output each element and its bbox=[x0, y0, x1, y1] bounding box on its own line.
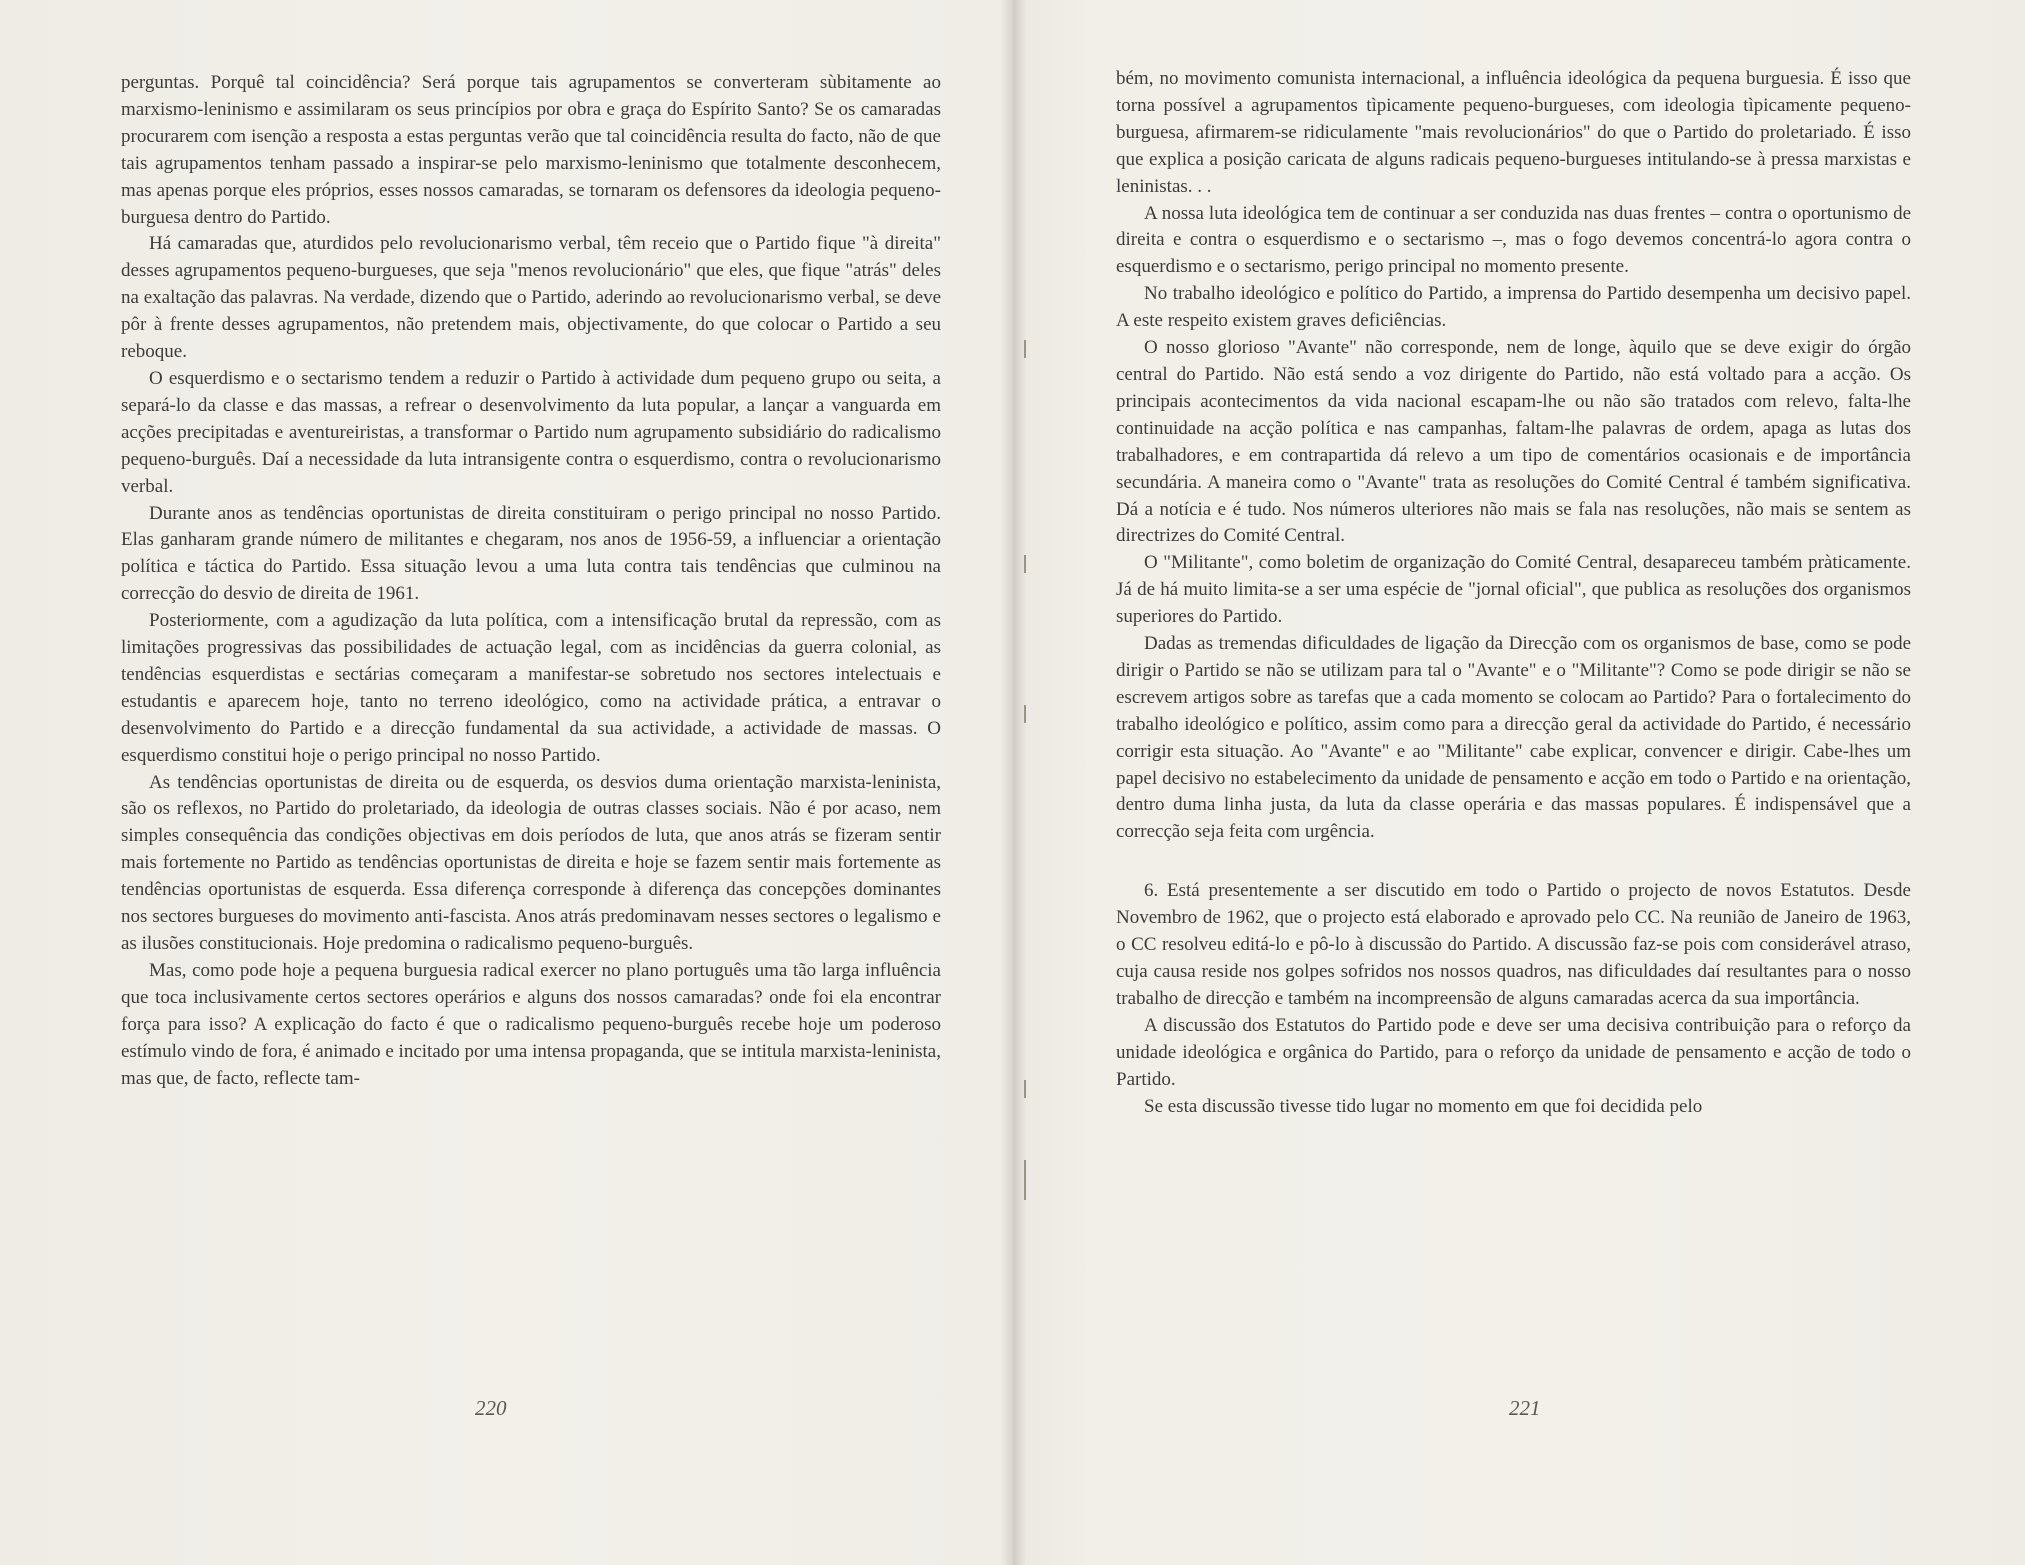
paragraph: O esquerdismo e o sectarismo tendem a reduzir o Partido à actividade dum pequeno grupo ou seita, a separá-lo da classe e das massas, a refrear o desenvolvimento da luta popular, a lançar a vanguarda em acções precipitadas e aventureiristas, a transformar o Partido num agrupamento subsidiário do radicalismo pequeno-burguês. Daí a necessidade da luta intransigente contra o esquerdismo, contra o revolucionarismo verbal. bbox=[121, 367, 941, 497]
page-number: 220 bbox=[475, 1396, 507, 1420]
right-page bbox=[1013, 0, 2025, 1565]
paragraph: Há camaradas que, aturdidos pelo revolucionarismo verbal, têm receio que o Partido fique "à direita" desses agrupamentos pequeno-burgueses, que seja "menos revolucionário" que eles, que fique "atrás" deles na exaltação das palavras. Na verdade, dizendo que o Partido, aderindo ao revolucionarismo verbal, se deve pôr à frente desses agrupamentos, não pretendem mais, objectivamente, do que colocar o Partido a seu reboque. bbox=[121, 233, 941, 363]
paragraph: Durante anos as tendências oportunistas de direita constituiram o perigo principal no nosso Partido. Elas ganharam grande número de militantes e chegaram, nos anos de 1956-59, a influenciar a orientação política e táctica do Partido. Essa situação levou a uma luta contra tais tendências que culminou na correcção do desvio de direita de 1961. bbox=[121, 502, 941, 605]
binding-mark bbox=[1024, 705, 1026, 723]
paragraph: 6. Está presentemente a ser discutido em todo o Partido o projecto de novos Estatutos. Desde Novembro de 1962, que o projecto está elaborado e aprovado pelo CC. Na reunião de Janeiro de 1963, o CC resolveu editá-lo e pô-lo à discussão do Partido. A discussão faz-se pois com considerável atraso, cuja causa reside nos golpes sofridos nos nossos quadros, nas dificuldades daí resultantes para o nosso trabalho de direcção e também na incompreensão de alguns camaradas acerca da sua importância. bbox=[1116, 880, 1911, 1009]
paragraph: O nosso glorioso "Avante" não corresponde, nem de longe, àquilo que se deve exigir do órgão central do Partido. Não está sendo a voz dirigente do Partido, não está voltado para a acção. Os principais acontecimentos da vida nacional escapam-lhe ou não são tratados com relevo, falta-lhe continuidade na acção política e nas campanhas, faltam-lhe palavras de ordem, apaga as lutas dos trabalhadores, e em contrapartida dá relevo a um tipo de comentários ocasionais e de importância secundária. A maneira como o "Avante" trata as resoluções do Comité Central é também significativa. Dá a notícia e é tudo. Nos números ulteriores não mais se fala nas resoluções, não mais se sentem as directrizes do Comité Central. bbox=[1116, 337, 1911, 547]
binding-mark bbox=[1024, 555, 1026, 573]
paragraph: No trabalho ideológico e político do Partido, a imprensa do Partido desempenha um decisivo papel. A este respeito existem graves deficiências. bbox=[1116, 283, 1911, 332]
left-page-text bbox=[121, 70, 941, 1092]
paragraph: A nossa luta ideológica tem de continuar a ser conduzida nas duas frentes – contra o oportunismo de direita e contra o esquerdismo e o sectarismo –, mas o fogo devemos concentrá-lo agora contra o esquerdismo e o sectarismo, perigo principal no momento presente. bbox=[1116, 202, 1911, 278]
binding-marks bbox=[1024, 300, 1030, 1300]
binding-mark bbox=[1024, 340, 1026, 358]
paragraph: Se esta discussão tivesse tido lugar no momento em que foi decidida pelo bbox=[1144, 1095, 1703, 1117]
right-page-text bbox=[1116, 66, 1911, 1120]
paragraph: A discussão dos Estatutos do Partido pode e deve ser uma decisiva contribuição para o reforço da unidade ideológica e orgânica do Partido, para o reforço da unidade de pensamento e acção de todo o Partido. bbox=[1116, 1014, 1911, 1090]
binding-mark bbox=[1024, 1080, 1026, 1098]
binding-mark bbox=[1024, 1160, 1026, 1200]
paragraph: Dadas as tremendas dificuldades de ligação da Direcção com os organismos de base, como se pode dirigir o Partido se não se utilizam para tal o "Avante" e o "Militante"? Como se pode dirigir se não se escrevem artigos sobre as tarefas que a cada momento se colocam ao Partido? Para o fortalecimento do trabalho ideológico e político, assim como para a direcção geral da actividade do Partido, é necessário corrigir esta situação. Ao "Avante" e ao "Militante" cabe explicar, convencer e dirigir. Cabe-lhes um papel decisivo no estabelecimento da unidade de pensamento e acção em todo o Partido e na orientação, dentro duma linha justa, da luta da classe operária e das massas populares. É indispensável que a correcção seja feita com urgência. bbox=[1116, 633, 1911, 843]
paragraph: Posteriormente, com a agudização da luta política, com a intensificação brutal da repressão, com as limitações progressivas das possibilidades de actuação legal, com as incidências da guerra colonial, as tendências esquerdistas e sectárias começaram a manifestar-se sobretudo nos sectores intelectuais e estudantis e aparecem hoje, tanto no terreno ideológico, como na actividade prática, a entravar o desenvolvimento do Partido e a direcção fundamental da sua actividade, a actividade de massas. O esquerdismo constitui hoje o perigo principal no nosso Partido. bbox=[121, 610, 941, 766]
paragraph: Mas, como pode hoje a pequena burguesia radical exercer no plano português uma tão larga influência que toca inclusivamente certos sectores operários e alguns dos nossos camaradas? onde foi ela encontrar força para isso? A explicação do facto é que o radicalismo pequeno-burguês recebe hoje um poderoso estímulo vindo de fora, é animado e incitado por uma intensa propaganda, que se intitula marxista-leninista, mas que, de facto, reflecte tam- bbox=[121, 959, 941, 1089]
paragraph: As tendências oportunistas de direita ou de esquerda, os desvios duma orientação marxista-leninista, são os reflexos, no Partido do proletariado, da ideologia de outras classes sociais. Não é por acaso, nem simples consequência das condições objectivas em dois períodos de luta, que anos atrás se fizeram sentir mais fortemente no Partido as tendências oportunistas de direita e hoje se fazem sentir mais fortemente as tendências oportunistas de esquerda. Essa diferença corresponde à diferença das concepções dominantes nos sectores burgueses do movimento anti-fascista. Anos atrás predominavam nesses sectores o legalismo e as ilusões constitucionais. Hoje predomina o radicalismo pequeno-burguês. bbox=[121, 771, 941, 954]
paragraph: O "Militante", como boletim de organização do Comité Central, desapareceu também pràticamente. Já de há muito limita-se a ser uma espécie de "jornal oficial", que publica as resoluções dos organismos superiores do Partido. bbox=[1116, 552, 1911, 628]
left-page bbox=[0, 0, 1012, 1565]
book-gutter bbox=[1000, 0, 1026, 1565]
page-number: 221 bbox=[1509, 1396, 1541, 1420]
paragraph: perguntas. Porquê tal coincidência? Será porque tais agrupamentos se converteram sùbitamente ao marxismo-leninismo e assimilaram os seus princípios por obra e graça do Espírito Santo? Se os camaradas procurarem com isenção a resposta a estas perguntas verão que tal coincidência resulta do facto, não de que tais agrupamentos tenham passado a inspirar-se pelo marxismo-leninismo que totalmente desconhecem, mas apenas porque eles próprios, esses nossos camaradas, se tornaram os defensores da ideologia pequeno-burguesa dentro do Partido. bbox=[121, 72, 941, 228]
paragraph: bém, no movimento comunista internacional, a influência ideológica da pequena burguesia. É isso que torna possível a agrupamentos tìpicamente pequeno-burgueses, com ideologia tìpicamente pequeno-burguesa, afirmarem-se ridiculamente "mais revolucionários" do que o Partido do proletariado. É isso que explica a posição caricata de alguns radicais pequeno-burgueses intitulando-se à pressa marxistas e leninistas. . . bbox=[1116, 68, 1911, 197]
